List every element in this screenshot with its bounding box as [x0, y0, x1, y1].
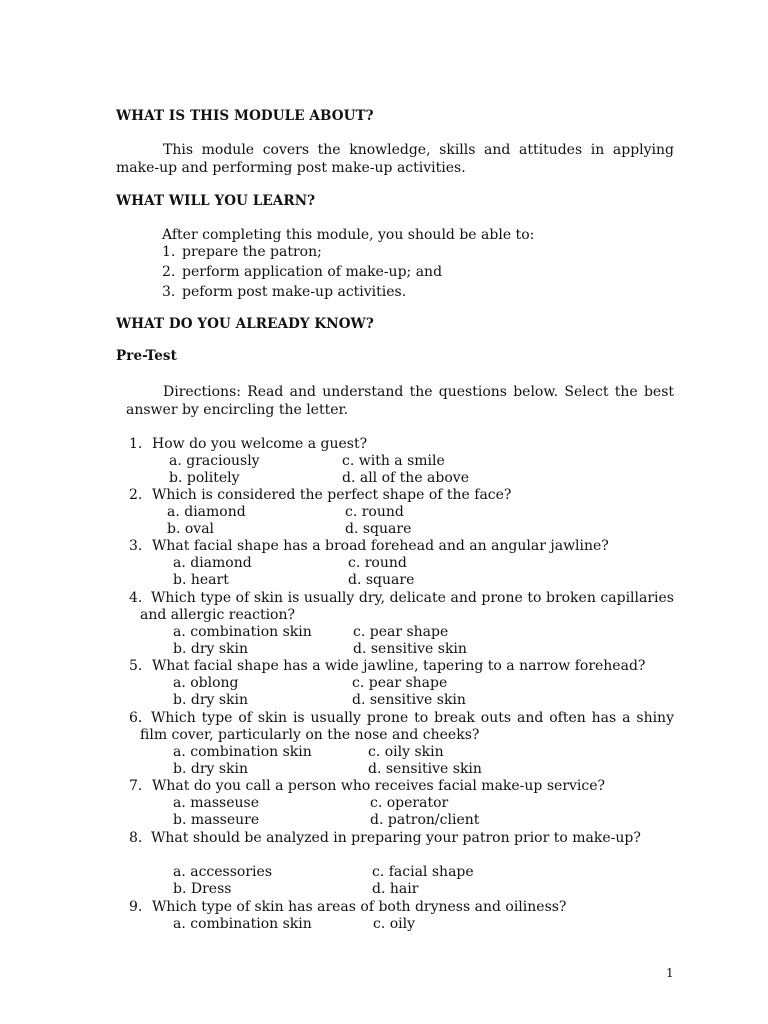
page-number: 1 [666, 966, 674, 980]
answer-option[interactable]: a. graciously [169, 453, 260, 469]
question-text: Which is considered the perfect shape of the face? [152, 487, 512, 503]
question-number: 1. [129, 436, 143, 452]
learn-intro: After completing this module, you should be able to: [162, 227, 535, 243]
question-number: 8. [129, 830, 143, 846]
module-description-text: This module covers the knowledge, skills and attitudes in applying make-up and performing post make-up activities. [116, 142, 674, 176]
answer-option[interactable]: d. all of the above [342, 470, 469, 486]
answer-option[interactable]: d. square [348, 572, 415, 588]
answer-option[interactable]: b. Dress [173, 881, 232, 897]
question-text: What facial shape has a broad forehead and an angular jawline? [152, 538, 609, 554]
answer-option[interactable]: c. round [348, 555, 407, 571]
answer-option[interactable]: d. hair [372, 881, 419, 897]
answer-option[interactable]: a. accessories [173, 864, 272, 880]
directions [126, 384, 674, 419]
answer-option[interactable]: b. heart [173, 572, 229, 588]
heading-pretest: Pre-Test [116, 348, 177, 364]
answer-option[interactable]: b. dry skin [173, 761, 249, 777]
answer-option[interactable]: a. diamond [173, 555, 252, 571]
answer-option[interactable]: b. dry skin [173, 641, 249, 657]
question-text: What do you call a person who receives facial make-up service? [152, 778, 606, 794]
answer-option[interactable]: a. oblong [173, 675, 239, 691]
module-description [116, 142, 674, 177]
question-number: 5. [129, 658, 143, 674]
question-number: 6. [129, 710, 143, 726]
answer-option[interactable]: a. combination skin [173, 624, 312, 640]
heading-already-know: WHAT DO YOU ALREADY KNOW? [116, 316, 374, 332]
answer-option[interactable]: c. pear shape [353, 624, 449, 640]
answer-option[interactable]: c. oily [373, 916, 416, 932]
answer-option[interactable]: c. operator [370, 795, 449, 811]
learn-item: prepare the patron; [182, 244, 322, 260]
directions-text: Directions: Read and understand the questions below. Select the best answer by encircling the letter. [126, 384, 674, 418]
question-text: Which type of skin is usually prone to break outs and often has a shiny film cover, particularly on the nose and cheeks? [140, 710, 674, 743]
question-text: What should be analyzed in preparing your patron prior to make-up? [151, 830, 641, 846]
question-number: 9. [129, 899, 143, 915]
question-text: Which type of skin has areas of both dryness and oiliness? [152, 899, 567, 915]
answer-option[interactable]: a. combination skin [173, 916, 312, 932]
answer-option[interactable]: a. combination skin [173, 744, 312, 760]
answer-option[interactable]: b. dry skin [173, 692, 249, 708]
learn-item-number: 2. [162, 264, 176, 280]
answer-option[interactable]: c. with a smile [342, 453, 445, 469]
answer-option[interactable]: a. masseuse [173, 795, 260, 811]
answer-option[interactable]: d. sensitive skin [368, 761, 482, 777]
learn-item: perform application of make-up; and [182, 264, 443, 280]
answer-option[interactable]: b. masseure [173, 812, 260, 828]
answer-option[interactable]: c. pear shape [352, 675, 448, 691]
question-number: 3. [129, 538, 143, 554]
heading-module-about: WHAT IS THIS MODULE ABOUT? [116, 108, 374, 124]
answer-option[interactable]: a. diamond [167, 504, 246, 520]
question-text: How do you welcome a guest? [152, 436, 368, 452]
answer-option[interactable]: d. sensitive skin [353, 641, 467, 657]
question-number: 4. [129, 590, 143, 606]
question-text: What facial shape has a wide jawline, tapering to a narrow forehead? [152, 658, 646, 674]
question-number: 7. [129, 778, 143, 794]
answer-option[interactable]: d. patron/client [370, 812, 480, 828]
learn-item: peform post make-up activities. [182, 284, 407, 300]
answer-option[interactable]: b. oval [167, 521, 215, 537]
answer-option[interactable]: b. politely [169, 470, 240, 486]
answer-option[interactable]: c. oily skin [368, 744, 444, 760]
answer-option[interactable]: c. facial shape [372, 864, 474, 880]
answer-option[interactable]: d. square [345, 521, 412, 537]
answer-option[interactable]: d. sensitive skin [352, 692, 466, 708]
learn-item-number: 3. [162, 284, 176, 300]
heading-what-will-you-learn: WHAT WILL YOU LEARN? [116, 193, 316, 209]
question-number: 2. [129, 487, 143, 503]
answer-option[interactable]: c. round [345, 504, 404, 520]
learn-item-number: 1. [162, 244, 176, 260]
question-text: Which type of skin is usually dry, delicate and prone to broken capillaries and allergic reaction? [140, 590, 674, 623]
